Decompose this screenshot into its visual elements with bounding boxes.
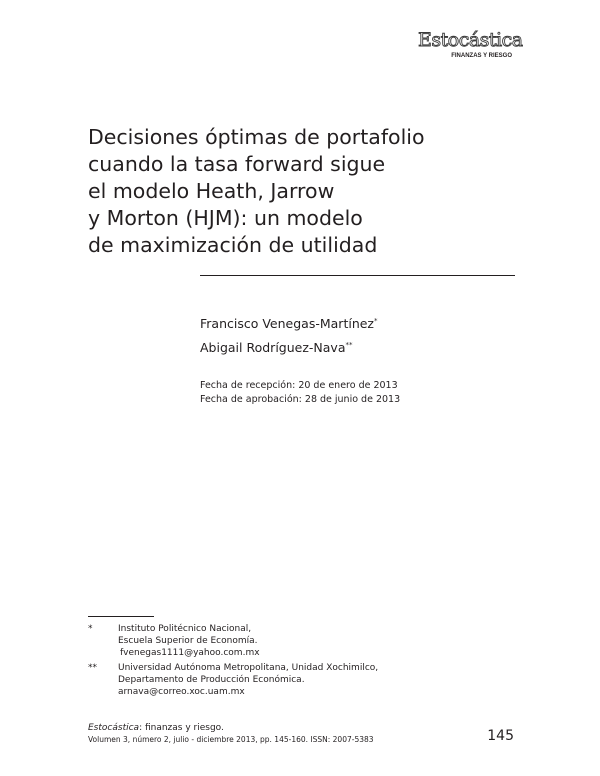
volume-info: Volumen 3, número 2, julio - diciembre 2013, pp. 145-160. ISSN: 2007-5383: [88, 735, 374, 744]
approved-date: Fecha de aprobación: 28 de junio de 2013: [200, 394, 401, 405]
footnote-line: Instituto Politécnico Nacional,: [118, 624, 252, 634]
author-1: [200, 316, 378, 332]
footnote-divider: [88, 616, 154, 617]
title-line: el modelo Heath, Jarrow: [88, 179, 335, 203]
author-name: Abigail Rodríguez-Nava: [200, 340, 346, 355]
article-title: [88, 124, 508, 259]
journal-logo: Estocástica: [418, 29, 523, 51]
author-name: Francisco Venegas-Martínez: [200, 316, 374, 331]
author-2: [200, 340, 352, 356]
footnote-2: [118, 662, 378, 698]
footnote-1: [118, 623, 260, 659]
title-line: de maximización de utilidad: [88, 233, 378, 257]
author-footnote-mark: **: [345, 341, 353, 349]
footnote-line: Universidad Autónoma Metropolitana, Unidad Xochimilco,: [118, 663, 379, 673]
title-line: y Morton (HJM): un modelo: [88, 206, 363, 230]
received-date: Fecha de recepción: 20 de enero de 2013: [200, 380, 398, 391]
title-line: Decisiones óptimas de portafolio: [88, 125, 425, 149]
footnote-mark: *: [88, 624, 93, 634]
footnote-line: Departamento de Producción Económica.: [118, 675, 305, 685]
footnote-mark: **: [88, 663, 97, 673]
footnote-line: Escuela Superior de Economía.: [118, 636, 258, 646]
journal-citation: [88, 722, 224, 734]
title-line: cuando la tasa forward sigue: [88, 152, 386, 176]
author-footnote-mark: *: [374, 317, 378, 325]
journal-tagline: FINANZAS Y RIESGO: [451, 53, 512, 59]
footnote-email: fvenegas1111@yahoo.com.mx: [120, 648, 260, 658]
page-number: 145: [487, 728, 514, 744]
footnote-email: arnava@correo.xoc.uam.mx: [118, 687, 245, 697]
title-divider: [200, 275, 515, 276]
journal-suffix: : finanzas y riesgo.: [139, 723, 224, 733]
journal-name: Estocástica: [88, 723, 140, 733]
